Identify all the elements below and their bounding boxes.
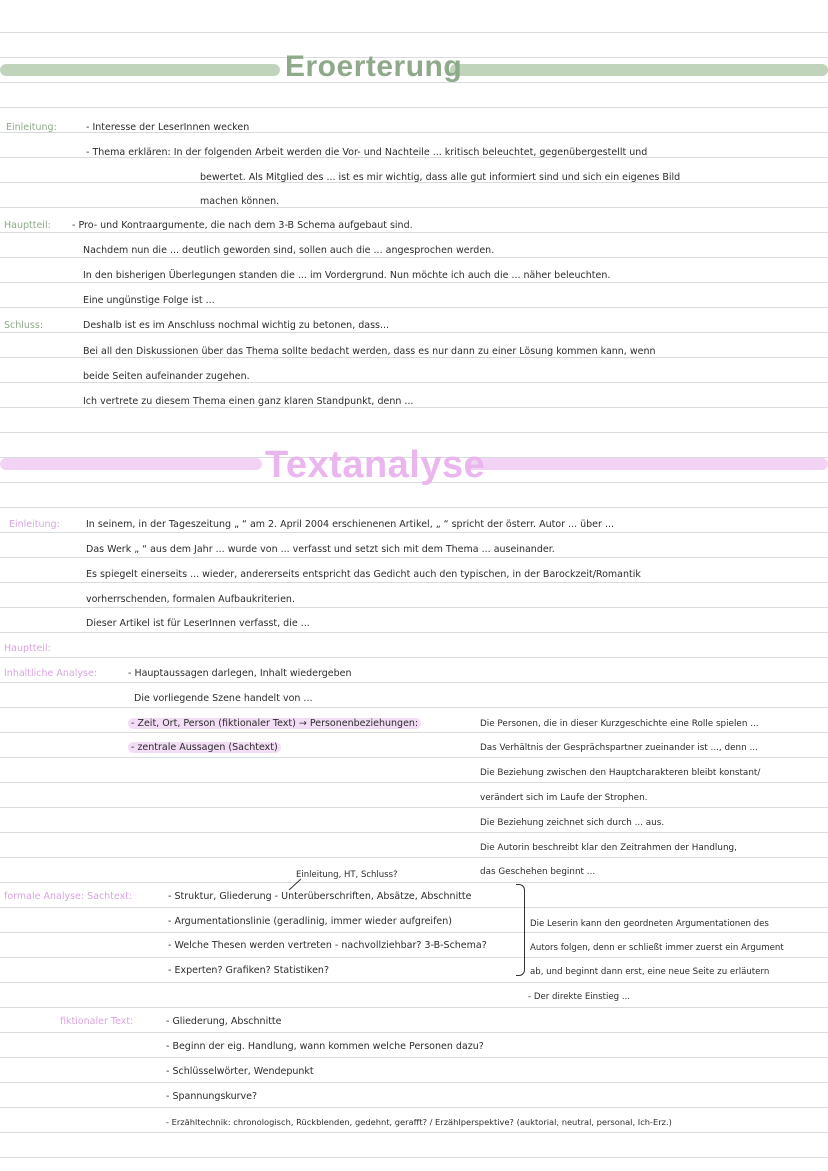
textanalyse-title: Textanalyse (265, 444, 486, 486)
eroerterung-line: bewertet. Als Mitglied des ... ist es mir wichtig, dass alle gut informiert sind und sich ein eigenes Bild (200, 172, 681, 183)
highlight: - Zeit, Ort, Person (fiktionaler Text) → Personenbeziehungen: (128, 718, 421, 729)
eroerterung-line: Bei all den Diskussionen über das Thema sollte bedacht werden, dass es nur dann zu einer Lösung kommen kann, wenn (83, 346, 656, 357)
eroerterung-line: - Interesse der LeserInnen wecken (86, 122, 250, 133)
textanalyse-hauptteil-label: Hauptteil: (4, 643, 51, 654)
title-bar-left (0, 458, 262, 470)
fiktional-line: - Beginn der eig. Handlung, wann kommen welche Personen dazu? (166, 1041, 484, 1052)
title-bar-left (0, 64, 280, 76)
textanalyse-intro-line: vorherrschenden, formalen Aufbaukriterien. (86, 594, 295, 605)
eroerterung-einleitung-label: Einleitung: (6, 122, 57, 133)
personen-line: Die Beziehung zeichnet sich durch ... aus. (480, 818, 665, 828)
eroerterung-schluss-label: Schluss: (4, 320, 44, 331)
formal-line: - Argumentationslinie (geradlinig, immer wieder aufgreifen) (168, 916, 452, 927)
fiktional-line: - Schlüsselwörter, Wendepunkt (166, 1066, 314, 1077)
formal-right-line: - Der direkte Einstieg ... (528, 992, 631, 1002)
fiktional-line: - Erzähltechnik: chronologisch, Rückblenden, gedehnt, gerafft? / Erzählperspektive? (auktorial, neutral, personal, Ich-Erz.) (166, 1117, 672, 1127)
textanalyse-intro-line: Das Werk „ “ aus dem Jahr ... wurde von ... verfasst und setzt sich mit dem Thema ... auseinander. (86, 544, 555, 555)
personen-line: Die Personen, die in dieser Kurzgeschichte eine Rolle spielen ... (480, 719, 759, 729)
eroerterung-line: Ich vertrete zu diesem Thema einen ganz klaren Standpunkt, denn ... (83, 396, 414, 407)
title-bar-right (465, 458, 828, 470)
formal-right-line: ab, und beginnt dann erst, eine neue Seite zu erläutern (530, 967, 770, 977)
formal-brace (516, 884, 525, 976)
formal-line: - Welche Thesen werden vertreten - nachvollziehbar? 3-B-Schema? (168, 940, 487, 951)
textanalyse-einleitung-label: Einleitung: (9, 519, 60, 530)
formal-note-arrow (286, 878, 306, 892)
personen-line: Die Beziehung zwischen den Hauptcharakteren bleibt konstant/ (480, 768, 761, 778)
eroerterung-line: - Pro- und Kontraargumente, die nach dem 3-B Schema aufgebaut sind. (72, 220, 413, 231)
inhaltlich-line: - Hauptaussagen darlegen, Inhalt wiedergeben (128, 668, 352, 679)
highlight: - zentrale Aussagen (Sachtext) (128, 742, 281, 753)
eroerterung-line: machen können. (200, 196, 280, 207)
personen-line: verändert sich im Laufe der Strophen. (480, 793, 648, 803)
eroerterung-hauptteil-label: Hauptteil: (4, 220, 51, 231)
formal-note: Einleitung, HT, Schluss? (296, 870, 398, 880)
fiktionaler-text-label: fiktionaler Text: (60, 1016, 134, 1027)
fiktional-line: - Spannungskurve? (166, 1091, 258, 1102)
title-bar-right (450, 64, 828, 76)
eroerterung-line: Deshalb ist es im Anschluss nochmal wichtig zu betonen, dass... (83, 320, 390, 331)
formale-analyse-label: formale Analyse: Sachtext: (4, 891, 133, 902)
textanalyse-intro-line: Es spiegelt einerseits ... wieder, andererseits entspricht das Gedicht auch den typischen, in der Barockzeit/Romantik (86, 569, 641, 580)
fiktional-line: - Gliederung, Abschnitte (166, 1016, 282, 1027)
formal-line: - Experten? Grafiken? Statistiken? (168, 965, 329, 976)
eroerterung-title: Eroerterung (285, 50, 463, 83)
formal-right-line: Die Leserin kann den geordneten Argumentationen des (530, 919, 769, 929)
formal-line: - Struktur, Gliederung - Unterüberschriften, Absätze, Abschnitte (168, 891, 472, 902)
eroerterung-line: Eine ungünstige Folge ist ... (83, 295, 215, 306)
inhaltlich-line (128, 718, 421, 730)
eroerterung-line: beide Seiten aufeinander zugehen. (83, 371, 250, 382)
eroerterung-line: - Thema erklären: In der folgenden Arbeit werden die Vor- und Nachteile ... kritisch beleuchtet, gegenübergestellt und (86, 147, 648, 158)
personen-line: Das Verhältnis der Gesprächspartner zueinander ist ..., denn ... (480, 743, 758, 753)
textanalyse-intro-line: In seinem, in der Tageszeitung „ “ am 2. April 2004 erschienenen Artikel, „ “ spricht der österr. Autor ... über ... (86, 519, 615, 530)
formal-right-line: Autors folgen, denn er schließt immer zuerst ein Argument (530, 943, 784, 953)
personen-line: Die Autorin beschreibt klar den Zeitrahmen der Handlung, (480, 843, 737, 853)
inhaltlich-line: Die vorliegende Szene handelt von ... (134, 693, 313, 704)
eroerterung-line: In den bisherigen Überlegungen standen die ... im Vordergrund. Nun möchte ich auch die ... näher beleuchten. (83, 270, 611, 281)
inhaltlich-line (128, 742, 281, 754)
eroerterung-line: Nachdem nun die ... deutlich geworden sind, sollen auch die ... angesprochen werden. (83, 245, 495, 256)
personen-line: das Geschehen beginnt ... (480, 867, 596, 877)
inhaltliche-analyse-label: Inhaltliche Analyse: (4, 668, 98, 679)
textanalyse-intro-line: Dieser Artikel ist für LeserInnen verfasst, die ... (86, 618, 310, 629)
